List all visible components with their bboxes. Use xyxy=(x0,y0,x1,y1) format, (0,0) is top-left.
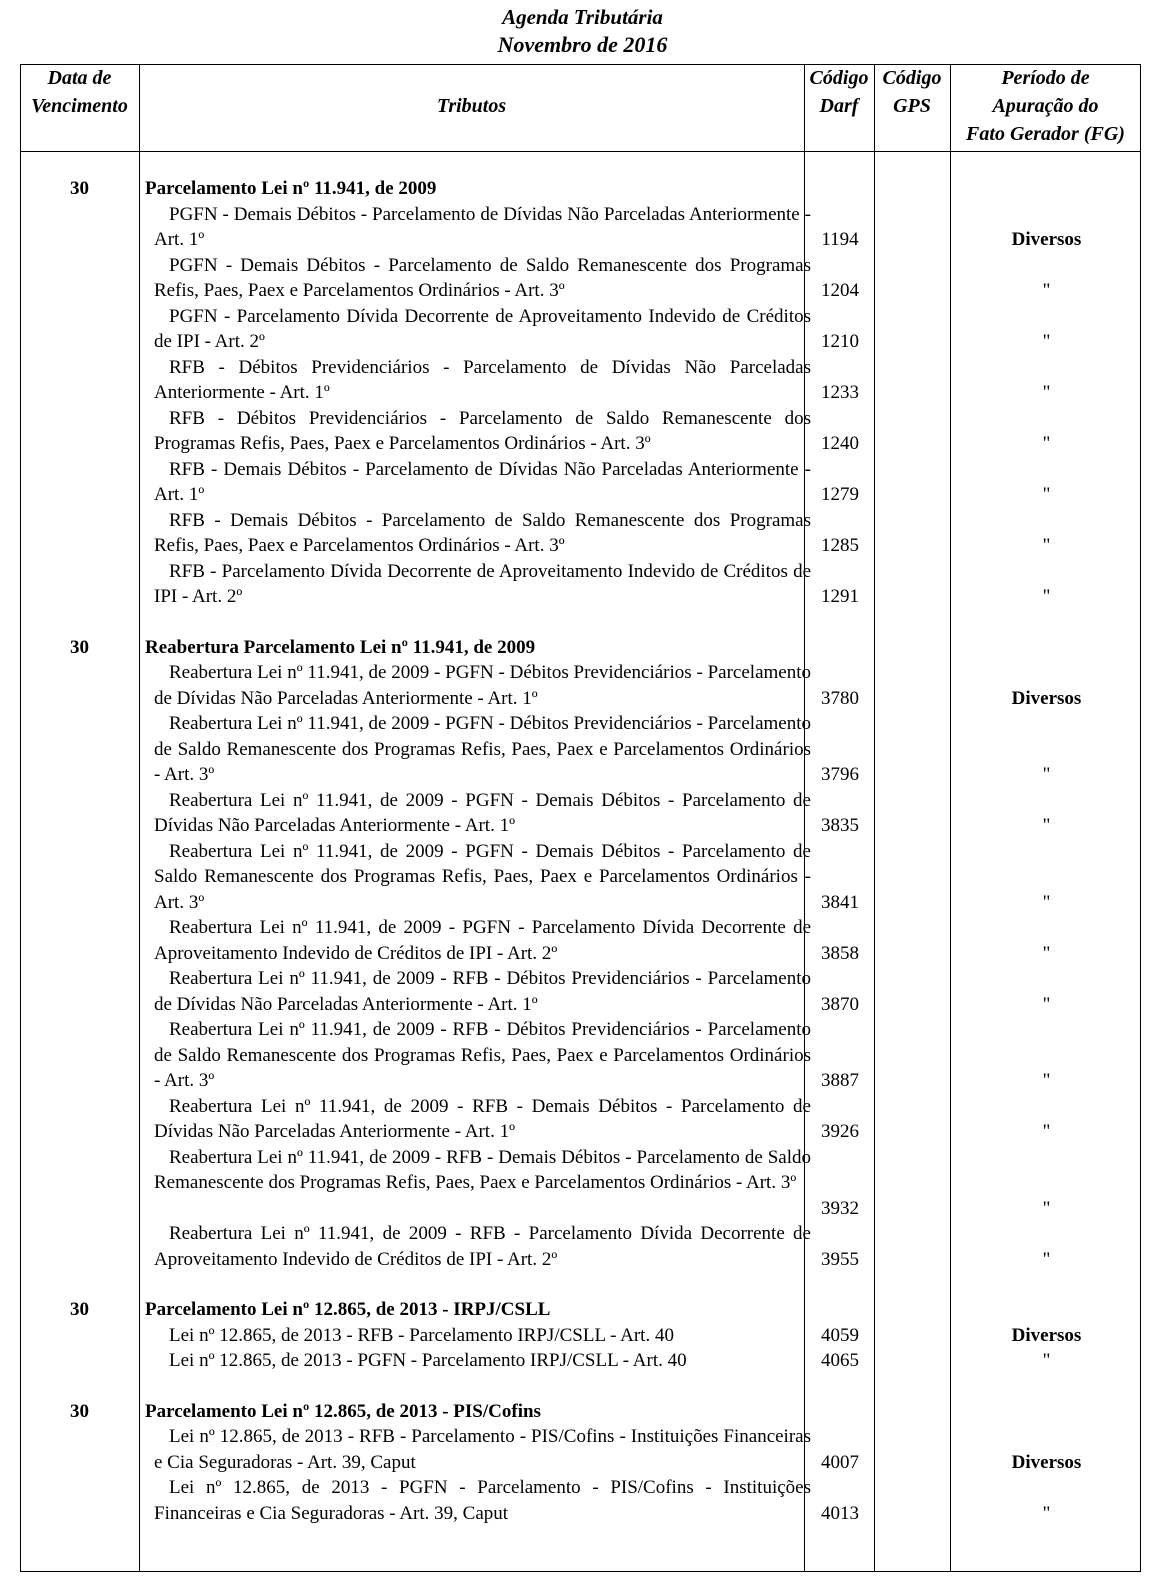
table-row xyxy=(20,1323,1141,1349)
table-row xyxy=(20,915,1141,966)
tributo-description: Reabertura Lei nº 11.941, de 2009 - RFB - Demais Débitos - Parcelamento de Saldo Remanescente dos Programas Refis, Paes, Paex e Parcelamentos Ordinários - Art. 3º xyxy=(154,1146,811,1193)
period-value: " xyxy=(1042,1350,1051,1371)
tributo-description: Lei nº 12.865, de 2013 - PGFN - Parcelamento IRPJ/CSLL - Art. 40 xyxy=(169,1350,687,1371)
darf-code: 1233 xyxy=(821,382,859,403)
section-header-row xyxy=(20,176,1141,202)
tributo-description: RFB - Demais Débitos - Parcelamento de Dívidas Não Parceladas Anteriormente - Art. 1º xyxy=(154,458,811,505)
header-darf-line1: Código xyxy=(809,67,869,89)
darf-code: 4007 xyxy=(821,1451,859,1473)
darf-code: 3858 xyxy=(821,942,859,964)
period-value: " xyxy=(1042,942,1051,964)
header-date xyxy=(20,64,139,151)
period-value: " xyxy=(1042,382,1051,403)
darf-code: 1194 xyxy=(821,229,859,250)
tributo-description: PGFN - Demais Débitos - Parcelamento de Saldo Remanescente dos Programas Refis, Paes, Paex e Parcelamentos Ordinários - Art. 3º xyxy=(154,254,811,301)
period-value: " xyxy=(1042,535,1051,556)
period-value: " xyxy=(1042,1502,1051,1524)
table-row xyxy=(20,1221,1141,1272)
tributo-description: Reabertura Lei nº 11.941, de 2009 - RFB - Débitos Previdenciários - Parcelamento de Dívidas Não Parceladas Anteriormente - Art. 1º xyxy=(154,968,811,1015)
darf-code: 1285 xyxy=(821,535,859,556)
tributo-description: RFB - Débitos Previdenciários - Parcelamento de Saldo Remanescente dos Programas Refis, Paes, Paex e Parcelamentos Ordinários - Art. 3º xyxy=(154,407,811,454)
header-period xyxy=(950,64,1141,151)
tributo-description: RFB - Demais Débitos - Parcelamento de Saldo Remanescente dos Programas Refis, Paes, Paex e Parcelamentos Ordinários - Art. 3º xyxy=(154,509,811,556)
table-row xyxy=(20,355,1141,406)
table-row xyxy=(20,1348,1141,1374)
darf-code: 1291 xyxy=(821,586,859,607)
table-row xyxy=(20,253,1141,304)
period-value: " xyxy=(1042,1248,1051,1270)
section-gap xyxy=(20,1272,1141,1297)
period-value: Diversos xyxy=(1011,687,1082,709)
table-row xyxy=(20,1424,1141,1475)
table-body xyxy=(20,176,1141,1526)
table-row xyxy=(20,1475,1141,1526)
darf-code: 3926 xyxy=(821,1121,859,1142)
period-value: " xyxy=(1042,586,1051,607)
header-gps-line1: Código xyxy=(882,67,942,89)
darf-code: 1204 xyxy=(821,280,859,301)
tributo-description: PGFN - Parcelamento Dívida Decorrente de Aproveitamento Indevido de Créditos de IPI - Art. 2º xyxy=(154,305,811,352)
header-date-line1: Data de xyxy=(47,67,112,89)
section-title: Parcelamento Lei nº 12.865, de 2013 - IRPJ/CSLL xyxy=(145,1299,551,1320)
due-date: 30 xyxy=(70,1400,89,1422)
darf-code: 3932 xyxy=(821,1197,859,1219)
darf-code: 3887 xyxy=(821,1070,859,1091)
header-divider xyxy=(20,151,1141,152)
tributo-description: Lei nº 12.865, de 2013 - RFB - Parcelamento - PIS/Cofins - Instituições Financeiras e Cia Seguradoras - Art. 39, Caput xyxy=(154,1426,811,1473)
due-date: 30 xyxy=(70,178,89,199)
period-value: " xyxy=(1042,1070,1051,1091)
period-value: " xyxy=(1042,484,1051,505)
tributo-description: Reabertura Lei nº 11.941, de 2009 - RFB - Demais Débitos - Parcelamento de Dívidas Não Parceladas Anteriormente - Art. 1º xyxy=(154,1095,811,1142)
period-value: " xyxy=(1042,433,1051,454)
section-gap xyxy=(20,610,1141,635)
tributo-description: RFB - Parcelamento Dívida Decorrente de Aproveitamento Indevido de Créditos de IPI - Art. 2º xyxy=(154,560,811,607)
tributo-description: Reabertura Lei nº 11.941, de 2009 - RFB - Parcelamento Dívida Decorrente de Aproveitamento Indevido de Créditos de IPI - Art. 2º xyxy=(154,1223,811,1270)
due-date: 30 xyxy=(70,636,89,658)
table-row xyxy=(20,1017,1141,1094)
tributo-description: Reabertura Lei nº 11.941, de 2009 - PGFN - Demais Débitos - Parcelamento de Dívidas Não Parceladas Anteriormente - Art. 1º xyxy=(154,789,811,836)
table-row xyxy=(20,304,1141,355)
header-darf xyxy=(804,64,874,151)
table-row xyxy=(20,966,1141,1017)
darf-code: 3870 xyxy=(821,993,859,1015)
darf-code: 4059 xyxy=(821,1324,859,1346)
due-date: 30 xyxy=(70,1299,89,1320)
header-period-line1: Período de xyxy=(1001,67,1090,89)
section-gap xyxy=(20,1374,1141,1399)
tributo-description: PGFN - Demais Débitos - Parcelamento de Dívidas Não Parceladas Anteriormente - Art. 1º xyxy=(154,203,811,250)
darf-code: 1240 xyxy=(821,433,859,454)
darf-code: 1279 xyxy=(821,484,859,505)
table-row xyxy=(20,508,1141,559)
darf-code: 4013 xyxy=(821,1502,859,1524)
section-header-row xyxy=(20,1297,1141,1323)
header-tributos-label: Tributos xyxy=(436,95,507,117)
table-row xyxy=(20,839,1141,916)
page-title: Agenda Tributária xyxy=(502,5,663,29)
tributo-description: Reabertura Lei nº 11.941, de 2009 - PGFN - Demais Débitos - Parcelamento de Saldo Remanescente dos Programas Refis, Paes, Paex e Parcelamentos Ordinários - Art. 3º xyxy=(154,840,811,913)
period-value: " xyxy=(1042,764,1051,785)
period-value: " xyxy=(1042,815,1051,836)
section-header-row xyxy=(20,635,1141,661)
table-row xyxy=(20,788,1141,839)
period-value: " xyxy=(1042,331,1051,352)
period-value: " xyxy=(1042,1197,1051,1219)
header-date-line2: Vencimento xyxy=(31,95,128,117)
table-row xyxy=(20,660,1141,711)
tributo-description: Lei nº 12.865, de 2013 - PGFN - Parcelamento - PIS/Cofins - Instituições Financeiras e Cia Seguradoras - Art. 39, Caput xyxy=(154,1477,811,1524)
table-row xyxy=(20,1094,1141,1145)
period-value: Diversos xyxy=(1011,229,1082,250)
period-value: " xyxy=(1042,993,1051,1015)
header-period-line2: Apuração do xyxy=(992,95,1099,117)
page-subtitle: Novembro de 2016 xyxy=(497,32,668,57)
period-value: " xyxy=(1042,891,1051,913)
period-value: " xyxy=(1042,280,1051,301)
table-row xyxy=(20,711,1141,788)
period-value: Diversos xyxy=(1011,1451,1082,1473)
tributo-description: RFB - Débitos Previdenciários - Parcelamento de Dívidas Não Parceladas Anteriormente - Art. 1º xyxy=(154,356,811,403)
header-darf-line2: Darf xyxy=(819,95,859,117)
header-gps-line2: GPS xyxy=(893,95,931,117)
table-row xyxy=(20,406,1141,457)
header-period-line3: Fato Gerador (FG) xyxy=(966,123,1125,145)
table-row xyxy=(20,202,1141,253)
period-value: Diversos xyxy=(1011,1324,1082,1346)
darf-code: 3841 xyxy=(821,891,859,913)
header-tributos xyxy=(139,64,804,151)
darf-code: 4065 xyxy=(821,1350,859,1371)
section-title: Parcelamento Lei nº 12.865, de 2013 - PIS/Cofins xyxy=(145,1400,541,1422)
tributo-description: Lei nº 12.865, de 2013 - RFB - Parcelamento IRPJ/CSLL - Art. 40 xyxy=(169,1324,674,1346)
section-header-row xyxy=(20,1399,1141,1425)
darf-code: 3796 xyxy=(821,764,859,785)
darf-code: 1210 xyxy=(821,331,859,352)
period-value: " xyxy=(1042,1121,1051,1142)
table-row xyxy=(20,457,1141,508)
section-title: Reabertura Parcelamento Lei nº 11.941, de 2009 xyxy=(145,636,536,658)
tributo-description: Reabertura Lei nº 11.941, de 2009 - PGFN - Débitos Previdenciários - Parcelamento de Saldo Remanescente dos Programas Refis, Paes, Paex e Parcelamentos Ordinários - Art. 3º xyxy=(154,713,811,785)
header-gps xyxy=(874,64,950,151)
tributo-description: Reabertura Lei nº 11.941, de 2009 - RFB - Débitos Previdenciários - Parcelamento de Saldo Remanescente dos Programas Refis, Paes, Paex e Parcelamentos Ordinários - Art. 3º xyxy=(154,1019,811,1091)
section-title: Parcelamento Lei nº 11.941, de 2009 xyxy=(145,178,437,199)
darf-code: 3780 xyxy=(821,687,859,709)
tributo-description: Reabertura Lei nº 11.941, de 2009 - PGFN - Parcelamento Dívida Decorrente de Aproveitamento Indevido de Créditos de IPI - Art. 2º xyxy=(154,917,811,964)
darf-code: 3955 xyxy=(821,1248,859,1270)
darf-code: 3835 xyxy=(821,815,859,836)
table-row xyxy=(20,559,1141,610)
table-row xyxy=(20,1145,1141,1222)
tributo-description: Reabertura Lei nº 11.941, de 2009 - PGFN - Débitos Previdenciários - Parcelamento de Dívidas Não Parceladas Anteriormente - Art. 1º xyxy=(154,662,811,709)
